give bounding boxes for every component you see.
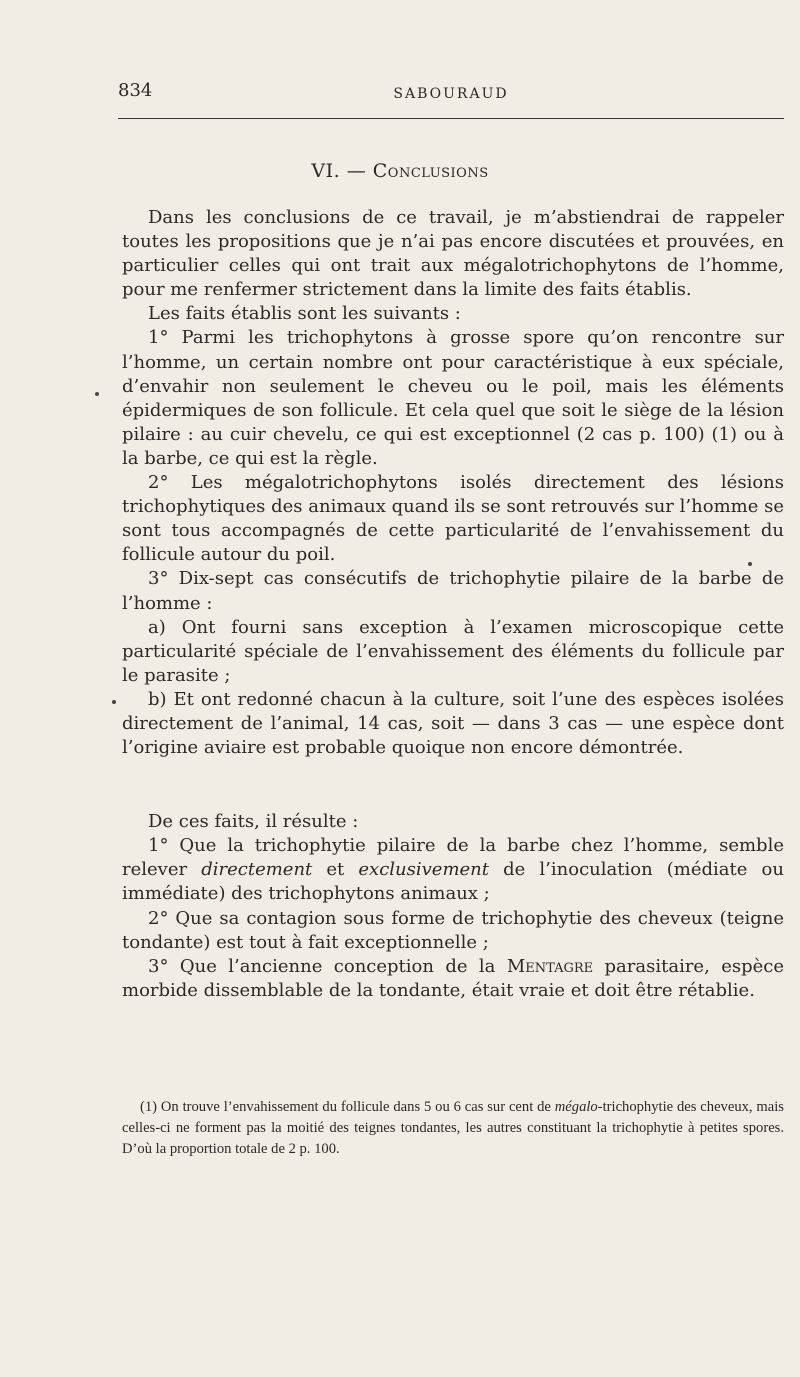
emphasis-exclusivement: exclusivement bbox=[358, 859, 490, 881]
margin-mark bbox=[95, 392, 99, 396]
page-number: 834 bbox=[118, 80, 153, 101]
result-1-start: 1° Que la trichophytie pilaire de la barbe chez l’homme, semble relever bbox=[122, 835, 784, 881]
main-text bbox=[122, 206, 784, 1003]
paragraph: 3° Dix-sept cas consécutifs de trichophytie pilaire de la barbe de l’homme : bbox=[122, 568, 784, 614]
section-heading bbox=[0, 160, 800, 182]
header-rule bbox=[118, 118, 784, 119]
footnote-text bbox=[122, 1097, 784, 1160]
emphasis-directement: directement bbox=[201, 859, 313, 881]
section-number: VI. bbox=[311, 160, 341, 182]
section-dash: — bbox=[346, 160, 367, 182]
margin-mark bbox=[112, 700, 116, 704]
result-1 bbox=[122, 834, 784, 906]
paragraph: 2° Les mégalotrichophytons isolés directement des lésions trichophytiques des animaux quand ils se sont retrouvés sur l’homme se sont tous accompagnés de cette particularité de l’envahissement du follicule autour du poil. bbox=[122, 472, 784, 566]
paragraph: Les faits établis sont les suivants : bbox=[148, 303, 461, 325]
margin-mark bbox=[748, 562, 752, 566]
paragraph: Dans les conclusions de ce travail, je m’abstiendrai de rappeler toutes les propositions que je n’ai pas encore discutées et prouvées, en particulier celles qui ont trait aux mégalotrichophytons de l’homme, pour me renfermer strictement dans la limite des faits établis. bbox=[122, 207, 784, 301]
result-3 bbox=[122, 955, 784, 1003]
paragraph: a) Ont fourni sans exception à l’examen microscopique cette particularité spéciale de l’envahissement des éléments du follicule par le parasite ; bbox=[122, 616, 784, 686]
paragraph: 1° Parmi les trichophytons à grosse spore qu’on rencontre sur l’homme, un certain nombre ont pour caractéristique à eux spéciale, d’envahir non seulement le cheveu ou le poil, mais les éléments épidermiques de son follicule. Et cela quel que soit le siège de la lésion pilaire : au cuir chevelu, ce qui est exceptionnel (2 cas p. 100) (1) ou à la barbe, ce qui est la règle. bbox=[122, 327, 784, 469]
page-header bbox=[118, 80, 784, 110]
running-title: SABOURAUD bbox=[393, 86, 509, 102]
mentagre-term: Mentagre bbox=[506, 955, 594, 977]
results-intro: De ces faits, il résulte : bbox=[148, 811, 359, 833]
paragraph: b) Et ont redonné chacun à la culture, soit l’une des espèces isolées directement de l’animal, 14 cas, soit — dans 3 cas — une espèce dont l’origine aviaire est probable quoique non encore démontrée. bbox=[122, 688, 784, 759]
result-3-end: parasitaire, espèce morbide dissemblable de la tondante, était vraie et doit être rétablie. bbox=[122, 955, 784, 1001]
footnote-start: (1) On trouve l’envahissement du follicule dans 5 ou 6 cas sur cent de bbox=[140, 1099, 555, 1115]
result-1-end: de l’inoculation (médiate ou immédiate) des trichophytons animaux ; bbox=[122, 859, 784, 905]
result-3-start: 3° Que l’ancienne conception de la bbox=[148, 955, 507, 977]
result-1-mid: et bbox=[312, 859, 359, 881]
footnote-emphasis: mégalo- bbox=[554, 1099, 603, 1115]
footnote bbox=[122, 1097, 784, 1160]
result-2: 2° Que sa contagion sous forme de trichophytie des cheveux (teigne tondante) est tout à fait exceptionnelle ; bbox=[122, 907, 784, 953]
section-title: Conclusions bbox=[372, 160, 489, 182]
footnote-end: trichophytie des cheveux, mais celles-ci ne forment pas la moitié des teignes tondantes, les autres constituant la trichophytie à petites spores. D’où la proportion totale de 2 p. 100. bbox=[122, 1099, 784, 1157]
